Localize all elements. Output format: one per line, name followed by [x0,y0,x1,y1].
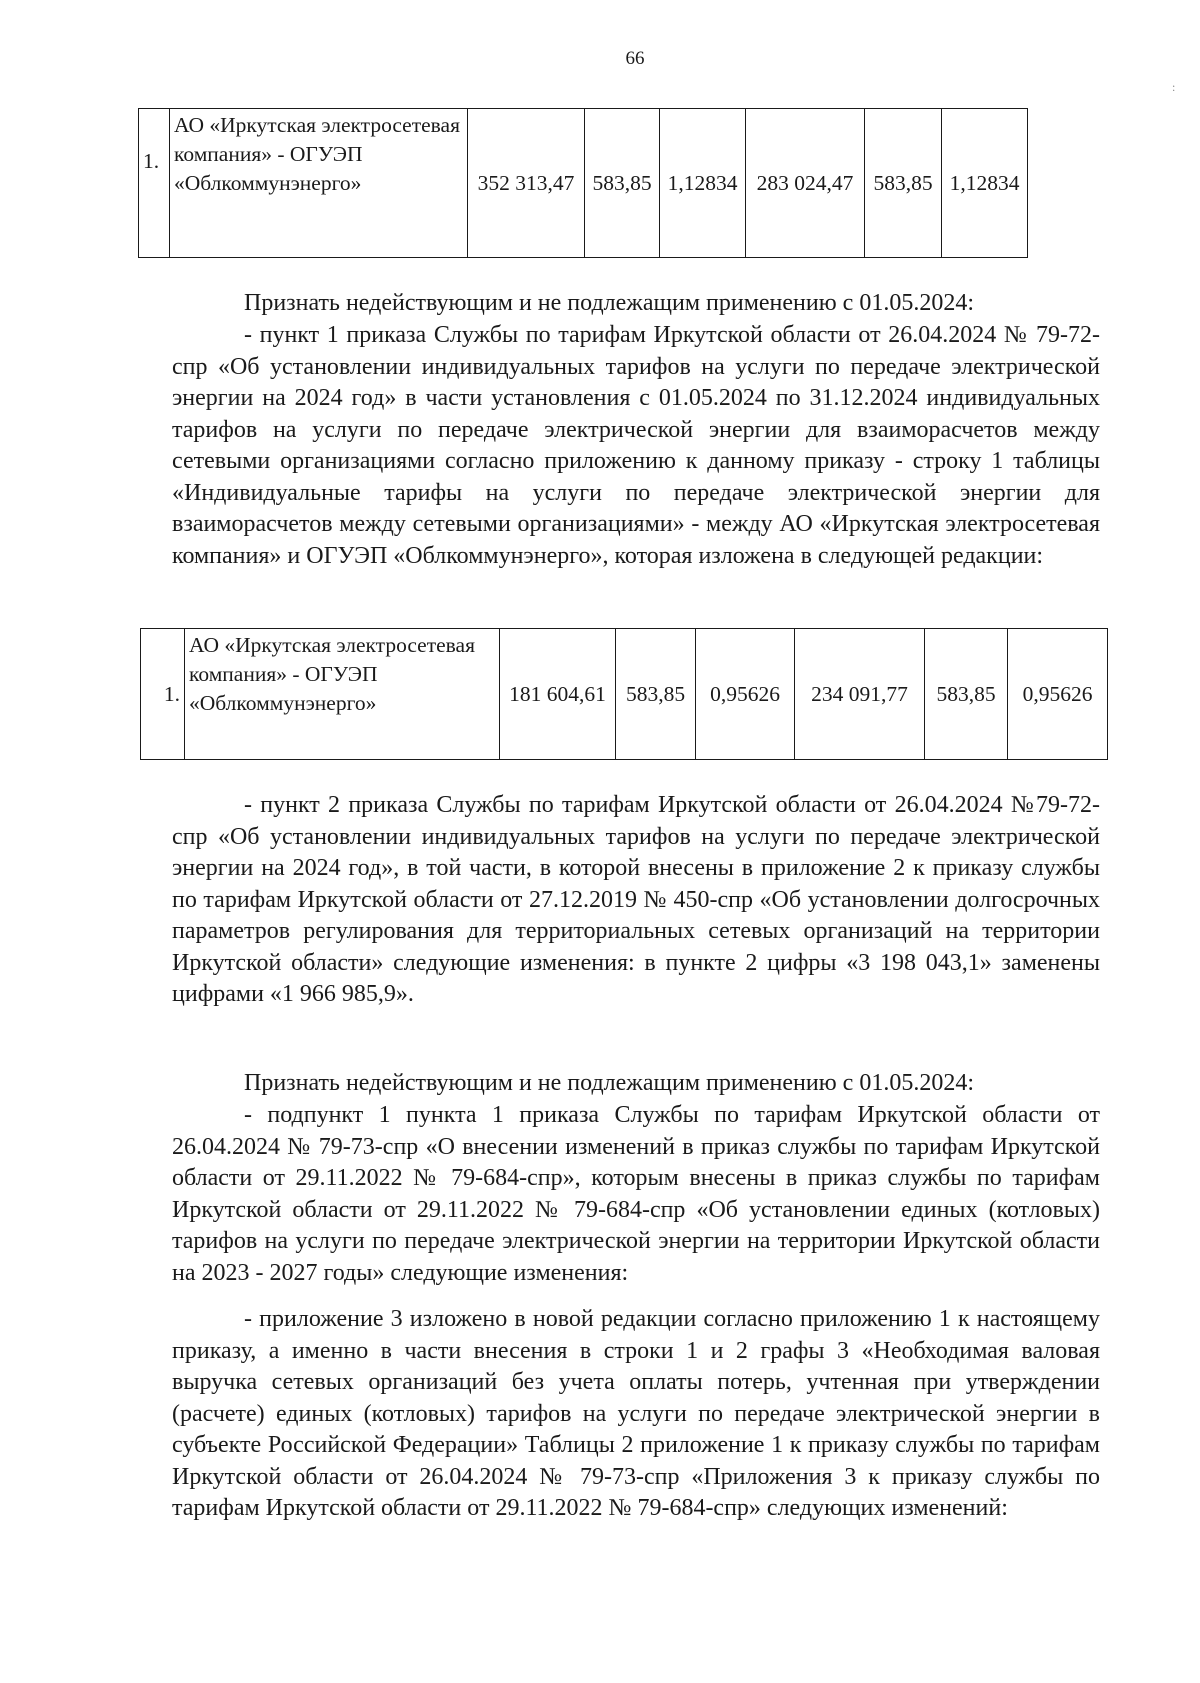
row-number: 1. [139,109,170,258]
tariff-table-1 [138,108,1028,258]
table-cell: 283 024,47 [746,109,865,258]
paragraph-subitem-1: - подпункт 1 пункта 1 приказа Службы по тарифам Иркутской области от 26.04.2024 № 79-73-спр «О внесении изменений в приказ службы по тарифам Иркутской области от 29.11.2022 № 79-684-спр», которым внесены в приказ службы по тарифам Иркутской области от 29.11.2022 № 79-684-спр «Об установлении единых (котловых) тарифов на услуги по передаче электрической энергии на территории Иркутской области на 2023 - 2027 годы» следующие изменения: [172,1102,1100,1286]
table-cell: 181 604,61 [500,629,616,760]
table-cell: 0,95626 [1008,629,1108,760]
paragraph-appendix-3: - приложение 3 изложено в новой редакции согласно приложению 1 к настоящему приказу, а именно в части внесения в строки 1 и 2 графы 3 «Необходимая валовая выручка сетевых организаций без учета оплаты потерь, учтенная при утверждении (расчете) единых (котловых) тарифов на услуги по передаче электрической энергии в субъекте Российской Федерации» Таблицы 2 приложение 1 к приказу службы по тарифам Иркутской области от 26.04.2024 № 79-73-спр «Приложения 3 к приказу службы по тарифам Иркутской области от 29.11.2022 № 79-684-спр» следующих изменений: [172,1306,1100,1521]
table-cell: 583,85 [616,629,696,760]
table-row [141,629,1108,760]
table-cell: 1,12834 [942,109,1028,258]
network-parties: АО «Иркутская электросетевая компания» - ОГУЭП «Облкоммунэнерго» [185,629,500,760]
stray-mark: : [1172,80,1176,94]
network-parties: АО «Иркутская электросетевая компания» - ОГУЭП «Облкоммунэнерго» [170,109,468,258]
table-cell: 1,12834 [660,109,746,258]
recognize-invalid-heading-2: Признать недействующим и не подлежащим применению с 01.05.2024: [244,1070,974,1096]
table-cell: 583,85 [865,109,942,258]
table-cell: 234 091,77 [795,629,925,760]
table-cell: 583,85 [925,629,1008,760]
paragraph-item-1: - пункт 1 приказа Службы по тарифам Иркутской области от 26.04.2024 № 79-72-спр «Об установлении индивидуальных тарифов на услуги по передаче электрической энергии на 2024 год» в части установления с 01.05.2024 по 31.12.2024 индивидуальных тарифов на услуги по передаче электрической энергии для взаиморасчетов между сетевыми организациями согласно приложению к данному приказу - строку 1 таблицы «Индивидуальные тарифы на услуги по передаче электрической энергии для взаиморасчетов между сетевыми организациями» - между АО «Иркутская электросетевая компания» и ОГУЭП «Облкоммунэнерго», которая изложена в следующей редакции: [172,322,1100,569]
page-number: 66 [625,48,645,69]
tariff-table-2 [140,628,1108,760]
table-cell: 352 313,47 [468,109,585,258]
table-cell: 583,85 [585,109,660,258]
paragraph-item-2: - пункт 2 приказа Службы по тарифам Иркутской области от 26.04.2024 №79-72-спр «Об установлении индивидуальных тарифов на услуги по передаче электрической энергии на 2024 год», в той части, в которой внесены в приложение 2 к приказу службы по тарифам Иркутской области от 27.12.2019 № 450-спр «Об установлении долгосрочных параметров регулирования для территориальных сетевых организаций на территории Иркутской области» следующие изменения: в пункте 2 цифры «3 198 043,1» заменены цифрами «1 966 985,9». [172,792,1100,1007]
table-row [139,109,1028,258]
recognize-invalid-heading-1: Признать недействующим и не подлежащим применению с 01.05.2024: [244,290,974,316]
row-number: 1. [141,629,185,760]
table-cell: 0,95626 [696,629,795,760]
